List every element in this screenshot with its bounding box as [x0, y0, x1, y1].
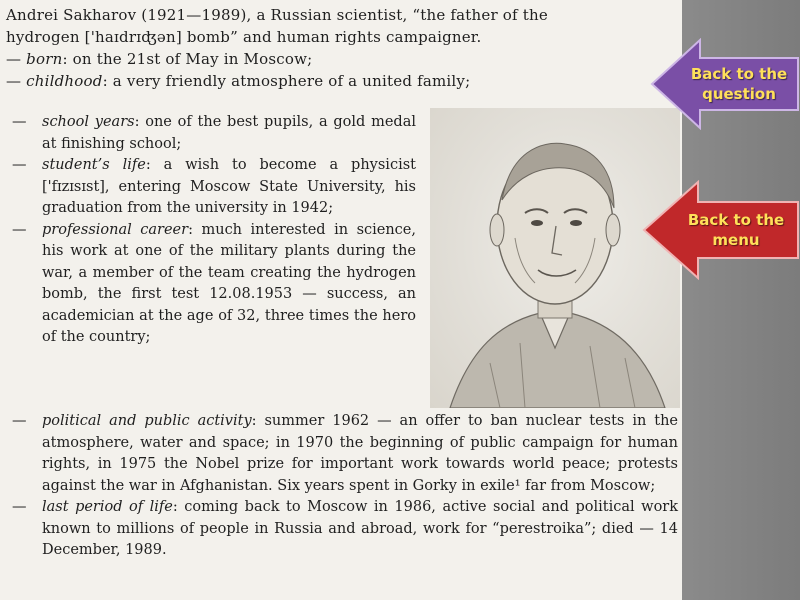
childhood-label: childhood	[26, 72, 103, 90]
bullet-last-period	[12, 497, 678, 562]
bullet-dash: —	[12, 157, 27, 173]
bullet-dash: —	[12, 499, 27, 515]
bullet-political-activity	[12, 411, 678, 497]
bullet-professional-career	[12, 220, 416, 349]
childhood-text: : a very friendly atmosphere of a united family;	[102, 72, 471, 90]
back-to-question-button[interactable]	[650, 38, 800, 130]
born-dash: —	[6, 50, 22, 68]
bullet-label: school years	[42, 114, 135, 130]
bullet-school-years	[12, 112, 416, 155]
bullet-text: : much interested in science, his work at one of the military plants during the war, a member of the team creating the hydrogen bomb, the first test 12.08.1953 — success, an academician at the age of 32, three times the hero of the country;	[42, 221, 416, 345]
childhood-line	[6, 70, 676, 92]
childhood-dash: —	[6, 72, 22, 90]
label-line: question	[702, 85, 776, 103]
bullet-label: student’s life	[42, 157, 146, 173]
bullet-dash: —	[12, 114, 27, 130]
bullets-narrow	[12, 112, 416, 349]
bullet-text: : summer 1962 — an offer to ban nuclear tests in the atmosphere, water and space; in 1970 the beginning of public campaign for human rights, in 1975 the Nobel prize for important work towards world peace; protests against the war in Afghanistan. Six years spent in Gorky in exile¹ far from Moscow;	[42, 413, 678, 494]
bullet-text: : coming back to Moscow in 1986, active social and political work known to millions of people in Russia and abroad, work for “perestroika”; died — 14 December, 1989.	[42, 499, 679, 558]
label-line: Back to the	[687, 211, 785, 229]
bullet-text: : one of the best pupils, a gold medal at finishing school;	[42, 114, 416, 152]
label-line: Back to the	[690, 65, 788, 83]
intro-line-1: Andrei Sakharov (1921—1989), a Russian scientist, “the father of the	[6, 6, 548, 24]
born-text: : on the 21st of May in Moscow;	[62, 50, 313, 68]
bullet-dash: —	[12, 221, 27, 238]
back-to-menu-button[interactable]	[642, 180, 800, 280]
born-label: born	[26, 50, 63, 68]
label-line: menu	[712, 231, 760, 249]
back-to-question-label	[684, 64, 794, 104]
bullet-label: last period of life	[42, 499, 173, 515]
intro-line-2: hydrogen ['haɪdrɪʤən] bomb” and human rights campaigner.	[6, 28, 482, 46]
bullet-dash: —	[12, 413, 27, 429]
bullet-label: political and public activity	[42, 413, 252, 429]
born-line	[6, 48, 676, 70]
bullet-label: professional career	[42, 221, 189, 238]
intro-block	[6, 4, 676, 92]
bullet-text: : a wish to become a physicist ['fɪzɪsɪst], entering Moscow State University, his graduation from the university in 1942;	[42, 157, 416, 216]
bullet-students-life	[12, 155, 416, 220]
back-to-menu-label	[681, 210, 791, 250]
bullets-wide	[12, 411, 678, 562]
